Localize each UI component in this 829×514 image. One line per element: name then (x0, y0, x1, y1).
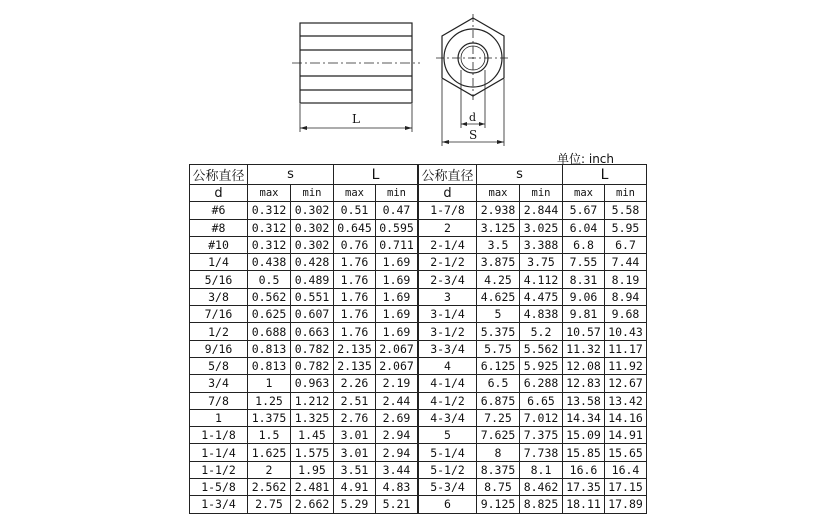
cell-L-max: 5.29 (334, 496, 376, 513)
table-row (190, 444, 418, 461)
table-row (190, 357, 418, 374)
cell-L-min: 17.15 (605, 479, 647, 496)
cell-L-min: 2.94 (376, 427, 418, 444)
cell-s-min: 0.489 (291, 271, 334, 288)
table-row (419, 202, 647, 219)
cell-d: 3-1/4 (419, 306, 477, 323)
cell-s-max: 0.312 (248, 202, 291, 219)
cell-s-min: 0.607 (291, 306, 334, 323)
cell-L-max: 13.58 (563, 392, 605, 409)
cell-s-max: 5.375 (477, 323, 520, 340)
cell-L-min: 2.69 (376, 409, 418, 426)
cell-d: 4-3/4 (419, 409, 477, 426)
table-body-right (419, 202, 647, 513)
cell-s-min: 4.475 (520, 288, 563, 305)
cell-s-max: 1.375 (248, 409, 291, 426)
cell-d: #10 (190, 236, 248, 253)
table-row (419, 409, 647, 426)
cell-s-max: 1.25 (248, 392, 291, 409)
cell-s-max: 2.938 (477, 202, 520, 219)
cell-L-min: 14.91 (605, 427, 647, 444)
cell-L-min: 6.7 (605, 236, 647, 253)
cell-s-max: 3.5 (477, 236, 520, 253)
cell-s-max: 0.813 (248, 340, 291, 357)
cell-s-max: 9.125 (477, 496, 520, 513)
cell-s-max: 4.25 (477, 271, 520, 288)
cell-L-max: 6.04 (563, 219, 605, 236)
cell-L-min: 0.47 (376, 202, 418, 219)
header-d: d (419, 185, 477, 202)
cell-d: 3-1/2 (419, 323, 477, 340)
cell-s-max: 1 (248, 375, 291, 392)
end-s-label: S (469, 128, 478, 142)
cell-s-min: 2.662 (291, 496, 334, 513)
cell-s-max: 2.562 (248, 479, 291, 496)
cell-s-min: 0.302 (291, 236, 334, 253)
header-s-min: min (291, 185, 334, 202)
cell-L-max: 12.08 (563, 357, 605, 374)
cell-s-max: 0.813 (248, 357, 291, 374)
cell-L-min: 8.19 (605, 271, 647, 288)
cell-L-min: 11.92 (605, 357, 647, 374)
cell-s-min: 1.575 (291, 444, 334, 461)
cell-s-max: 0.688 (248, 323, 291, 340)
cell-s-min: 5.2 (520, 323, 563, 340)
cell-d: 1-1/8 (190, 427, 248, 444)
cell-s-max: 8.75 (477, 479, 520, 496)
cell-L-max: 15.09 (563, 427, 605, 444)
cell-s-min: 7.375 (520, 427, 563, 444)
cell-s-max: 7.625 (477, 427, 520, 444)
cell-s-min: 0.782 (291, 357, 334, 374)
table-row (419, 340, 647, 357)
cell-L-max: 2.135 (334, 357, 376, 374)
table-row (419, 236, 647, 253)
cell-L-min: 5.21 (376, 496, 418, 513)
cell-d: 5/16 (190, 271, 248, 288)
cell-s-min: 4.838 (520, 306, 563, 323)
cell-s-max: 0.312 (248, 236, 291, 253)
cell-L-min: 5.58 (605, 202, 647, 219)
cell-d: 5/8 (190, 357, 248, 374)
cell-s-max: 2.75 (248, 496, 291, 513)
cell-d: 4-1/2 (419, 392, 477, 409)
cell-s-max: 6.125 (477, 357, 520, 374)
table-row (190, 479, 418, 496)
cell-L-max: 9.81 (563, 306, 605, 323)
table-row (419, 254, 647, 271)
cell-L-max: 3.01 (334, 444, 376, 461)
cell-d: 4 (419, 357, 477, 374)
cell-L-max: 1.76 (334, 288, 376, 305)
cell-s-min: 1.95 (291, 461, 334, 478)
cell-L-max: 2.135 (334, 340, 376, 357)
cell-s-min: 1.212 (291, 392, 334, 409)
table-row (419, 375, 647, 392)
cell-L-max: 2.51 (334, 392, 376, 409)
cell-d: 3 (419, 288, 477, 305)
cell-s-min: 0.302 (291, 202, 334, 219)
cell-L-max: 16.6 (563, 461, 605, 478)
cell-s-max: 1.625 (248, 444, 291, 461)
cell-L-max: 5.67 (563, 202, 605, 219)
cell-L-max: 7.55 (563, 254, 605, 271)
cell-d: 3/8 (190, 288, 248, 305)
cell-d: 5-1/4 (419, 444, 477, 461)
cell-L-max: 3.51 (334, 461, 376, 478)
table-row (419, 219, 647, 236)
cell-L-max: 14.34 (563, 409, 605, 426)
table-row (190, 306, 418, 323)
cell-s-min: 3.025 (520, 219, 563, 236)
cell-L-max: 0.645 (334, 219, 376, 236)
cell-L-min: 2.94 (376, 444, 418, 461)
cell-L-max: 1.76 (334, 254, 376, 271)
cell-L-max: 1.76 (334, 271, 376, 288)
cell-L-max: 6.8 (563, 236, 605, 253)
cell-L-min: 0.595 (376, 219, 418, 236)
header-nominal: 公称直径 (419, 165, 477, 185)
cell-L-max: 2.26 (334, 375, 376, 392)
cell-d: 9/16 (190, 340, 248, 357)
header-L-min: min (376, 185, 418, 202)
side-length-label: L (352, 112, 360, 126)
table-row (419, 306, 647, 323)
cell-L-min: 11.17 (605, 340, 647, 357)
cell-s-min: 7.738 (520, 444, 563, 461)
cell-L-max: 9.06 (563, 288, 605, 305)
cell-L-max: 2.76 (334, 409, 376, 426)
unit-label: 单位: inch (557, 152, 615, 166)
end-view (436, 14, 510, 146)
cell-s-min: 8.825 (520, 496, 563, 513)
cell-d: 3-3/4 (419, 340, 477, 357)
cell-s-min: 1.325 (291, 409, 334, 426)
cell-s-min: 8.1 (520, 461, 563, 478)
cell-s-min: 0.428 (291, 254, 334, 271)
cell-s-min: 0.782 (291, 340, 334, 357)
cell-L-min: 9.68 (605, 306, 647, 323)
cell-L-min: 8.94 (605, 288, 647, 305)
table-row (190, 202, 418, 219)
table-row (190, 392, 418, 409)
cell-s-max: 5.75 (477, 340, 520, 357)
cell-L-min: 13.42 (605, 392, 647, 409)
cell-s-min: 7.012 (520, 409, 563, 426)
cell-d: 5 (419, 427, 477, 444)
cell-L-max: 18.11 (563, 496, 605, 513)
cell-d: 2-1/4 (419, 236, 477, 253)
cell-L-max: 0.76 (334, 236, 376, 253)
cell-d: 2-3/4 (419, 271, 477, 288)
cell-L-max: 17.35 (563, 479, 605, 496)
table-row (190, 409, 418, 426)
cell-L-min: 1.69 (376, 288, 418, 305)
cell-d: 1-3/4 (190, 496, 248, 513)
cell-s-max: 0.438 (248, 254, 291, 271)
table-body-left (190, 202, 418, 513)
cell-s-max: 3.125 (477, 219, 520, 236)
cell-s-min: 0.551 (291, 288, 334, 305)
table-row (190, 461, 418, 478)
cell-s-max: 8.375 (477, 461, 520, 478)
cell-L-min: 4.83 (376, 479, 418, 496)
cell-d: 1-5/8 (190, 479, 248, 496)
header-nominal: 公称直径 (190, 165, 248, 185)
cell-L-max: 1.76 (334, 306, 376, 323)
table-row (190, 219, 418, 236)
cell-s-min: 6.65 (520, 392, 563, 409)
cell-L-max: 3.01 (334, 427, 376, 444)
header-s-min: min (520, 185, 563, 202)
header-L-max: max (334, 185, 376, 202)
cell-L-min: 0.711 (376, 236, 418, 253)
end-d-label: d (469, 111, 477, 124)
header-L-min: min (605, 185, 647, 202)
cell-s-min: 2.844 (520, 202, 563, 219)
table-row (419, 496, 647, 513)
cell-d: 1/2 (190, 323, 248, 340)
cell-L-min: 10.43 (605, 323, 647, 340)
table-row (190, 340, 418, 357)
cell-d: 1 (190, 409, 248, 426)
cell-L-min: 1.69 (376, 306, 418, 323)
header-s-max: max (477, 185, 520, 202)
cell-L-max: 8.31 (563, 271, 605, 288)
header-L-max: max (563, 185, 605, 202)
cell-d: 5-1/2 (419, 461, 477, 478)
cell-s-min: 0.302 (291, 219, 334, 236)
cell-L-min: 2.067 (376, 340, 418, 357)
cell-L-min: 17.89 (605, 496, 647, 513)
cell-s-min: 0.663 (291, 323, 334, 340)
cell-L-max: 10.57 (563, 323, 605, 340)
header-L: L (563, 165, 647, 185)
cell-d: #6 (190, 202, 248, 219)
table-row (190, 323, 418, 340)
table-row (419, 271, 647, 288)
table-row (419, 461, 647, 478)
cell-s-max: 0.562 (248, 288, 291, 305)
cell-d: 1-1/2 (190, 461, 248, 478)
cell-s-max: 6.875 (477, 392, 520, 409)
cell-s-max: 3.875 (477, 254, 520, 271)
cell-d: 1/4 (190, 254, 248, 271)
spec-table-right (418, 164, 647, 514)
cell-s-min: 2.481 (291, 479, 334, 496)
cell-L-min: 14.16 (605, 409, 647, 426)
table-row (419, 323, 647, 340)
spec-table-left (189, 164, 418, 514)
cell-s-max: 7.25 (477, 409, 520, 426)
cell-s-max: 6.5 (477, 375, 520, 392)
table-row (419, 427, 647, 444)
cell-L-min: 3.44 (376, 461, 418, 478)
cell-L-min: 2.19 (376, 375, 418, 392)
cell-L-min: 2.44 (376, 392, 418, 409)
cell-L-max: 15.85 (563, 444, 605, 461)
table-row (190, 271, 418, 288)
cell-d: 2 (419, 219, 477, 236)
cell-s-max: 5 (477, 306, 520, 323)
cell-s-max: 0.312 (248, 219, 291, 236)
table-row (419, 357, 647, 374)
cell-s-min: 4.112 (520, 271, 563, 288)
technical-drawing (0, 0, 829, 160)
cell-L-min: 7.44 (605, 254, 647, 271)
cell-s-max: 4.625 (477, 288, 520, 305)
cell-L-min: 1.69 (376, 323, 418, 340)
cell-s-min: 5.562 (520, 340, 563, 357)
cell-L-max: 11.32 (563, 340, 605, 357)
cell-L-min: 5.95 (605, 219, 647, 236)
cell-L-max: 0.51 (334, 202, 376, 219)
table-row (419, 288, 647, 305)
table-row (190, 375, 418, 392)
cell-d: #8 (190, 219, 248, 236)
table-row (190, 288, 418, 305)
header-d: d (190, 185, 248, 202)
cell-s-min: 5.925 (520, 357, 563, 374)
cell-L-min: 1.69 (376, 271, 418, 288)
cell-L-min: 12.67 (605, 375, 647, 392)
cell-s-min: 3.75 (520, 254, 563, 271)
cell-d: 1-1/4 (190, 444, 248, 461)
cell-s-max: 8 (477, 444, 520, 461)
cell-s-max: 0.625 (248, 306, 291, 323)
cell-d: 7/16 (190, 306, 248, 323)
cell-L-min: 16.4 (605, 461, 647, 478)
cell-s-min: 3.388 (520, 236, 563, 253)
cell-L-max: 12.83 (563, 375, 605, 392)
table-row (419, 392, 647, 409)
cell-d: 5-3/4 (419, 479, 477, 496)
cell-d: 6 (419, 496, 477, 513)
cell-L-min: 1.69 (376, 254, 418, 271)
table-row (190, 236, 418, 253)
cell-L-max: 4.91 (334, 479, 376, 496)
cell-d: 7/8 (190, 392, 248, 409)
table-row (419, 479, 647, 496)
cell-L-min: 15.65 (605, 444, 647, 461)
header-L: L (334, 165, 418, 185)
cell-d: 3/4 (190, 375, 248, 392)
cell-d: 2-1/2 (419, 254, 477, 271)
cell-d: 1-7/8 (419, 202, 477, 219)
table-row (419, 444, 647, 461)
cell-s-min: 1.45 (291, 427, 334, 444)
cell-d: 4-1/4 (419, 375, 477, 392)
cell-s-min: 0.963 (291, 375, 334, 392)
cell-s-max: 0.5 (248, 271, 291, 288)
cell-s-max: 2 (248, 461, 291, 478)
cell-s-min: 6.288 (520, 375, 563, 392)
cell-s-min: 8.462 (520, 479, 563, 496)
header-s: s (248, 165, 334, 185)
table-row (190, 496, 418, 513)
header-s: s (477, 165, 563, 185)
header-s-max: max (248, 185, 291, 202)
table-row (190, 427, 418, 444)
cell-L-min: 2.067 (376, 357, 418, 374)
cell-s-max: 1.5 (248, 427, 291, 444)
cell-L-max: 1.76 (334, 323, 376, 340)
table-row (190, 254, 418, 271)
